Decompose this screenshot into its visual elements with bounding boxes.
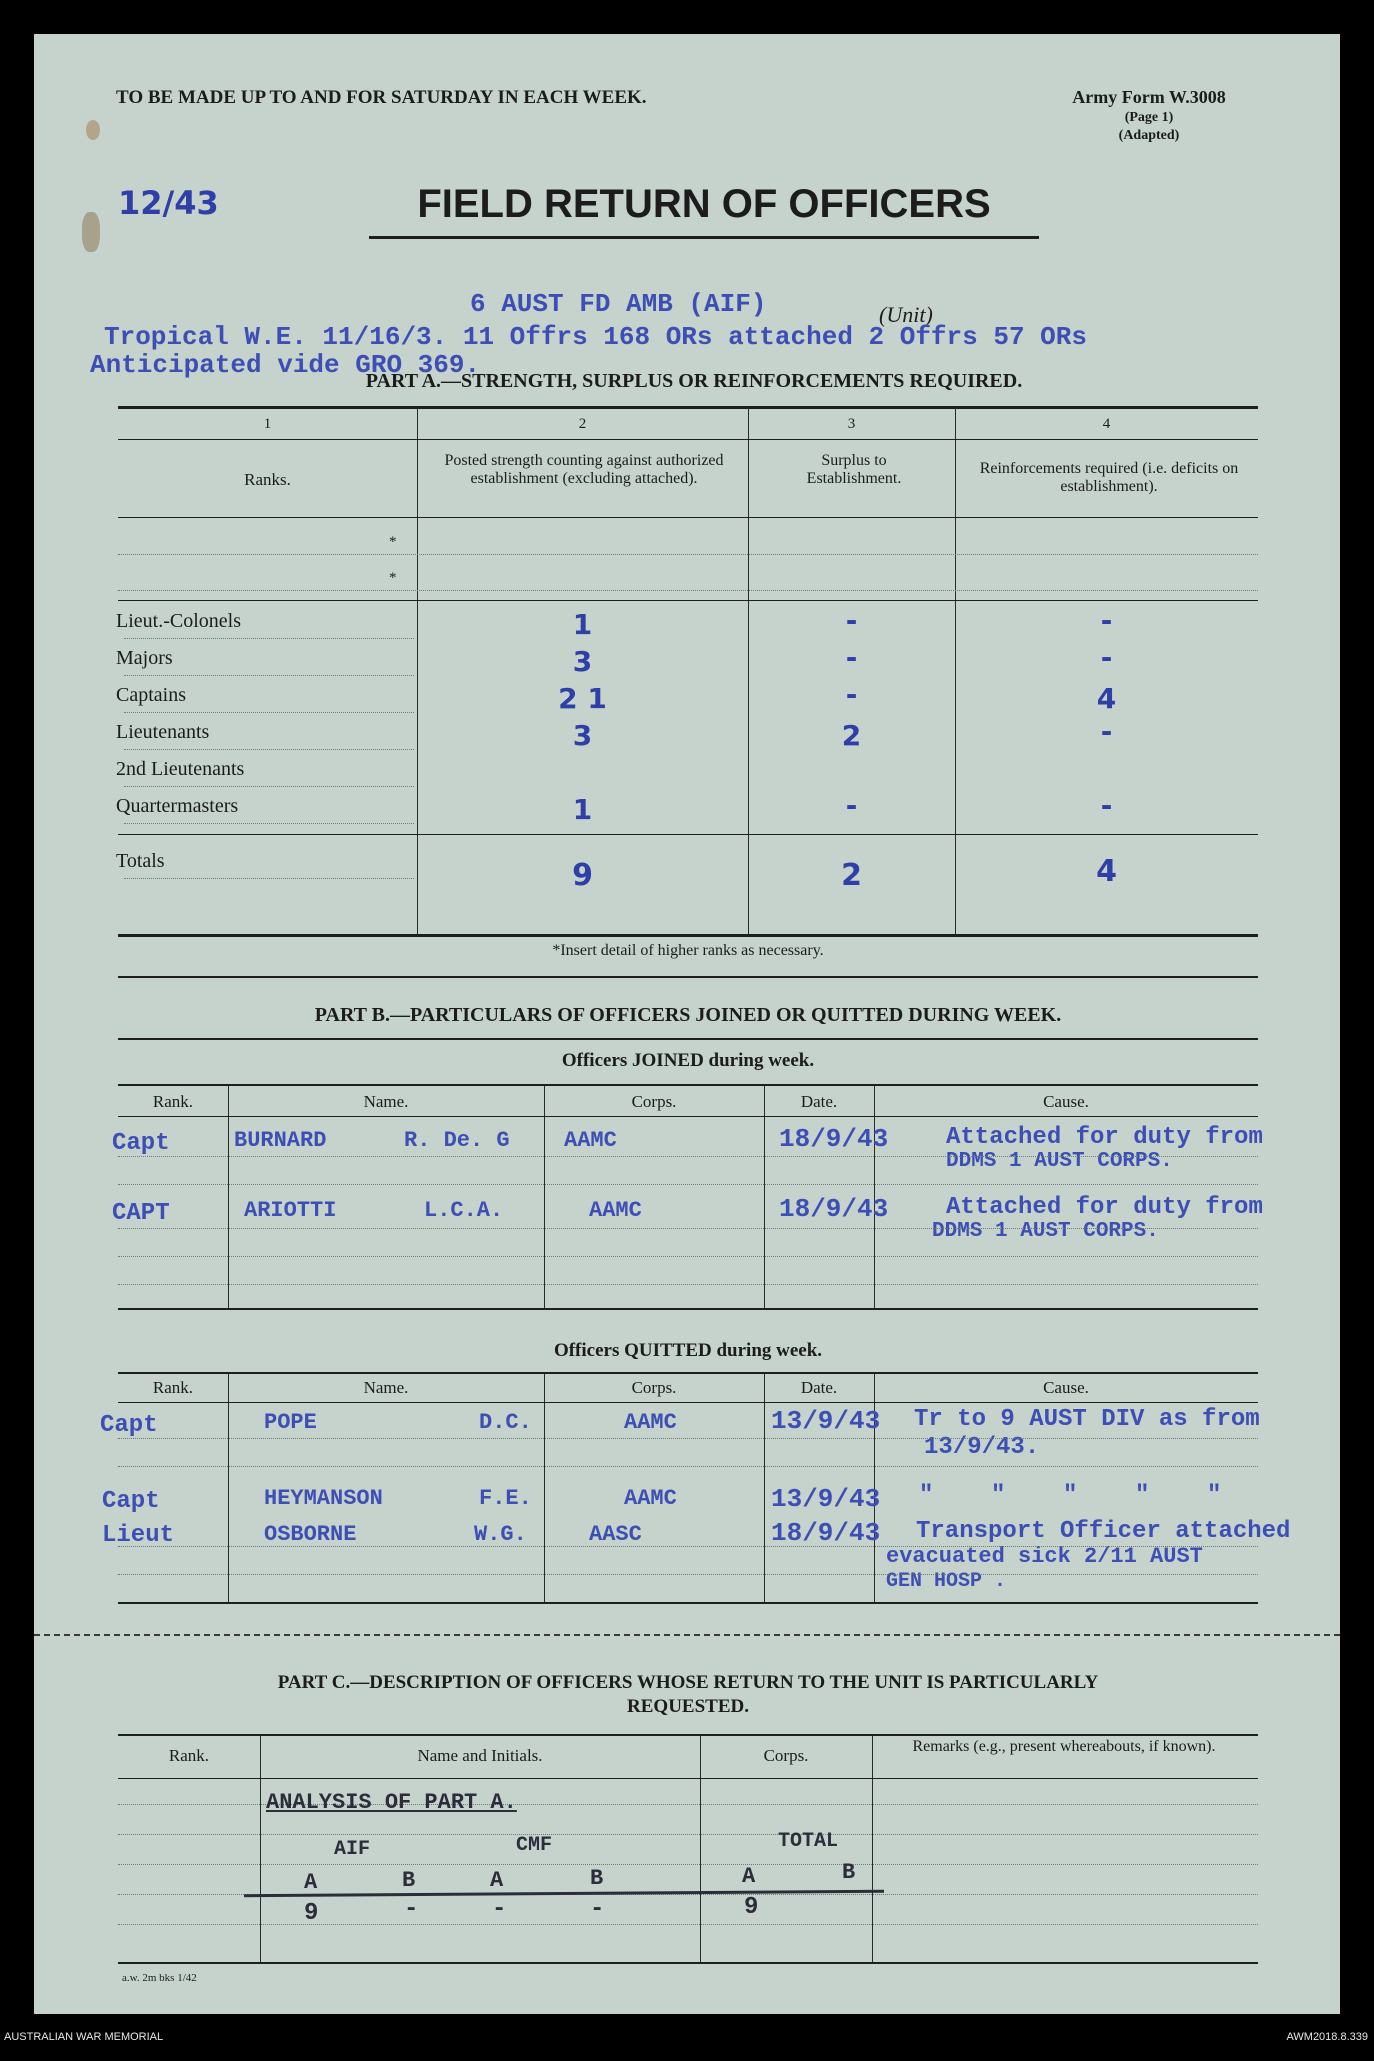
quitted-header-rule	[118, 1402, 1258, 1403]
entry-cause-line1: Attached for duty from	[946, 1124, 1263, 1151]
ruled-line	[118, 1256, 1258, 1257]
joined-title: Officers JOINED during week.	[561, 1050, 815, 1071]
analysis-title: ANALYSIS OF PART A.	[266, 1790, 517, 1815]
ruled-line	[118, 1924, 1258, 1925]
part-c-rank-header: Rank.	[168, 1746, 210, 1765]
entry-cause-line3: GEN HOSP .	[886, 1570, 1007, 1593]
header-rule	[118, 517, 1258, 518]
part-c-col-divider	[872, 1736, 873, 1962]
surplus-value: -	[845, 678, 858, 711]
part-c-col-divider	[260, 1736, 261, 1962]
entry-date: 18/9/43	[779, 1194, 889, 1224]
part-c-col-divider	[700, 1736, 701, 1962]
analysis-letter-a: A	[742, 1864, 756, 1889]
posted-value: 3	[572, 645, 593, 678]
reinforcement-value: -	[1100, 604, 1113, 637]
entry-cause-line2: 13/9/43.	[924, 1434, 1040, 1461]
archive-reference: AWM2018.8.339	[1286, 2031, 1368, 2043]
col-number-2: 2	[578, 416, 587, 432]
posted-value: 1	[572, 608, 593, 641]
surplus-value: -	[845, 789, 858, 822]
quitted-title: Officers QUITTED during week.	[553, 1340, 823, 1361]
reinforcement-value: -	[1100, 789, 1113, 822]
rank-label: 2nd Lieutenants	[116, 758, 245, 780]
quitted-cause-header: Cause.	[1043, 1378, 1089, 1397]
rank-block-rule	[118, 600, 1258, 601]
star-mark: *	[389, 534, 397, 550]
archive-credit: AUSTRALIAN WAR MEMORIAL	[4, 2031, 164, 2043]
form-title: FIELD RETURN OF OFFICERS	[417, 182, 991, 226]
analysis-value: 9	[744, 1894, 759, 1921]
col-number-rule	[118, 439, 1258, 440]
entry-initials: L.C.A.	[424, 1198, 504, 1223]
analysis-letter-b: B	[590, 1866, 604, 1891]
entry-name: ARIOTTI	[244, 1198, 337, 1223]
form-adapted: (Adapted)	[1118, 128, 1180, 143]
analysis-value: -	[590, 1896, 605, 1923]
blank-row	[118, 554, 1258, 555]
part-c-top-rule	[118, 1734, 1258, 1736]
posted-value: 3	[572, 719, 593, 752]
ruled-line	[118, 1438, 1258, 1439]
rank-row	[34, 789, 1340, 829]
joined-bottom-rule	[118, 1308, 1258, 1310]
entry-name: POPE	[264, 1410, 317, 1435]
form-number: Army Form W.3008	[1072, 87, 1226, 107]
entry-initials: W.G.	[474, 1522, 527, 1547]
entry-cause-line1: Transport Officer attached	[916, 1518, 1291, 1545]
part-a-end-rule	[118, 976, 1258, 978]
leader-dots	[124, 823, 414, 824]
analysis-value: -	[492, 1896, 507, 1923]
posted-strength-header: Posted strength counting against authorized establishment (excluding attached).	[444, 452, 724, 487]
entry-corps: AAMC	[624, 1486, 677, 1511]
rank-row	[34, 756, 1340, 792]
leader-dots	[124, 786, 414, 787]
entry-rank: Capt	[102, 1488, 160, 1515]
joined-entry	[34, 1194, 1340, 1254]
entry-name: OSBORNE	[264, 1522, 357, 1547]
ruled-line	[118, 1834, 1258, 1835]
form-sheet	[34, 34, 1340, 2014]
form-page: (Page 1)	[1124, 110, 1174, 125]
reinforcement-value: -	[1100, 715, 1113, 748]
quitted-entry	[34, 1406, 1340, 1466]
ruled-line	[118, 1284, 1258, 1285]
leader-dots	[124, 712, 414, 713]
entry-cause-line2: DDMS 1 AUST CORPS.	[946, 1150, 1173, 1173]
reinforcement-total: 4	[1096, 854, 1117, 889]
entry-initials: F.E.	[479, 1486, 532, 1511]
col-number-3: 3	[847, 416, 856, 432]
joined-name-header: Name.	[363, 1092, 409, 1111]
quitted-top-rule	[118, 1372, 1258, 1374]
entry-cause-line2: DDMS 1 AUST CORPS.	[932, 1220, 1159, 1243]
analysis-value: 9	[304, 1900, 319, 1927]
rank-label: Quartermasters	[116, 795, 239, 817]
entry-initials: R. De. G	[404, 1128, 510, 1153]
entry-rank: Capt	[100, 1412, 158, 1439]
quitted-date-header: Date.	[800, 1378, 838, 1397]
leader-dots	[124, 675, 414, 676]
entry-corps: AAMC	[564, 1128, 617, 1153]
entry-corps: AASC	[589, 1522, 642, 1547]
quitted-corps-header: Corps.	[631, 1378, 677, 1397]
print-code: a.w. 2m bks 1/42	[122, 1972, 197, 1984]
entry-date: 18/9/43	[779, 1124, 889, 1154]
entry-rank: Lieut	[102, 1522, 175, 1549]
strength-line-2: Anticipated vide GRO 369.	[90, 350, 481, 380]
posted-total: 9	[572, 858, 593, 893]
reinforcements-header: Reinforcements required (i.e. deficits on establishment).	[979, 460, 1239, 495]
entry-cause-line1: Tr to 9 AUST DIV as from	[914, 1406, 1260, 1433]
part-c-remarks-header: Remarks (e.g., present whereabouts, if known).	[912, 1738, 1216, 1755]
joined-top-rule	[118, 1084, 1258, 1086]
entry-name: HEYMANSON	[264, 1486, 383, 1511]
leader-dots	[124, 638, 414, 639]
strength-line-1: Tropical W.E. 11/16/3. 11 Offrs 168 ORs attached 2 Offrs 57 ORs	[104, 322, 1087, 352]
joined-rank-header: Rank.	[152, 1092, 194, 1111]
quitted-bottom-rule	[118, 1602, 1258, 1604]
leader-dots	[124, 878, 414, 879]
entry-date: 18/9/43	[771, 1518, 881, 1548]
analysis-letter-b: B	[402, 1868, 416, 1893]
unit-label: (Unit)	[879, 302, 933, 327]
star-mark: *	[389, 570, 397, 586]
part-b-title: PART B.—PARTICULARS OF OFFICERS JOINED OR QUITTED DURING WEEK.	[314, 1004, 1062, 1026]
part-c-header-rule	[118, 1778, 1258, 1779]
part-a-footnote: *Insert detail of higher ranks as necessary.	[552, 942, 824, 959]
ruled-line	[118, 1466, 1258, 1467]
surplus-value: -	[845, 641, 858, 674]
surplus-value: 2	[841, 719, 862, 752]
part-a-bottom-rule	[118, 934, 1258, 937]
rank-label: Majors	[116, 647, 173, 669]
joined-cause-header: Cause.	[1043, 1092, 1089, 1111]
analysis-group-cmf: CMF	[516, 1834, 553, 1857]
entry-name: BURNARD	[234, 1128, 327, 1153]
totals-rule	[118, 834, 1258, 835]
instruction-line: TO BE MADE UP TO AND FOR SATURDAY IN EACH WEEK.	[116, 87, 647, 108]
joined-entry	[34, 1124, 1340, 1184]
ruled-line	[118, 1156, 1258, 1157]
blank-row	[118, 590, 1258, 591]
totals-label: Totals	[116, 850, 165, 872]
leader-dots	[124, 749, 414, 750]
entry-rank: CAPT	[112, 1200, 170, 1227]
part-c-bottom-rule	[118, 1962, 1258, 1964]
surplus-total: 2	[841, 858, 862, 893]
ruled-line	[118, 1228, 1258, 1229]
surplus-header: Surplus to Establishment.	[806, 452, 902, 487]
rank-row	[34, 715, 1340, 755]
joined-header-rule	[118, 1116, 1258, 1117]
rank-label: Lieutenants	[116, 721, 210, 743]
part-a-title: PART A.—STRENGTH, SURPLUS OR REINFORCEMENTS REQUIRED.	[365, 370, 1023, 392]
part-b-rule	[118, 1038, 1258, 1040]
quitted-entry	[34, 1518, 1340, 1602]
rank-row	[34, 678, 1340, 718]
entry-cause-line2: evacuated sick 2/11 AUST	[886, 1544, 1203, 1569]
quitted-name-header: Name.	[363, 1378, 409, 1397]
ruled-line	[118, 1184, 1258, 1185]
quitted-entry	[34, 1482, 1340, 1522]
part-c-title-line1: PART C.—DESCRIPTION OF OFFICERS WHOSE RETURN TO THE UNIT IS PARTICULARLY	[277, 1672, 1099, 1693]
rank-row	[34, 604, 1340, 644]
entry-cause-line1: Attached for duty from	[946, 1194, 1263, 1221]
analysis-group-total: TOTAL	[778, 1830, 839, 1853]
entry-corps: AAMC	[624, 1410, 677, 1435]
entry-date: 13/9/43	[771, 1484, 881, 1514]
entry-date: 13/9/43	[771, 1406, 881, 1436]
ruled-line	[118, 1864, 1258, 1865]
part-c-corps-header: Corps.	[763, 1746, 809, 1765]
totals-row	[34, 848, 1340, 898]
analysis-value: -	[404, 1896, 419, 1923]
serial-number: 12/43	[118, 184, 219, 222]
entry-cause-line1: " " " " "	[919, 1482, 1222, 1509]
entry-corps: AAMC	[589, 1198, 642, 1223]
rust-mark-top	[86, 120, 100, 140]
posted-value: 2 1	[558, 682, 607, 715]
rust-mark-bottom	[82, 212, 100, 252]
joined-date-header: Date.	[800, 1092, 838, 1111]
posted-value: 1	[572, 793, 593, 826]
part-c-title-line2: REQUESTED.	[627, 1696, 749, 1717]
ranks-header: Ranks.	[244, 470, 291, 489]
rank-label: Captains	[116, 684, 186, 706]
analysis-group-aif: AIF	[334, 1838, 371, 1861]
perforation-line	[34, 1634, 1340, 1636]
ruled-line	[118, 1546, 1258, 1547]
col-number-4: 4	[1102, 416, 1111, 432]
col-number-1: 1	[263, 416, 272, 432]
quitted-rank-header: Rank.	[152, 1378, 194, 1397]
unit-name: 6 AUST FD AMB (AIF)	[470, 289, 767, 319]
analysis-letter-a: A	[304, 1870, 318, 1895]
joined-corps-header: Corps.	[631, 1092, 677, 1111]
entry-rank: Capt	[112, 1130, 170, 1157]
entry-initials: D.C.	[479, 1410, 532, 1435]
reinforcement-value: -	[1100, 641, 1113, 674]
rank-row	[34, 641, 1340, 681]
surplus-value: -	[845, 604, 858, 637]
title-underline	[369, 236, 1039, 239]
part-c-name-header: Name and Initials.	[417, 1746, 543, 1765]
part-a-top-rule	[118, 406, 1258, 409]
analysis-letter-b: B	[842, 1860, 856, 1885]
analysis-letter-a: A	[490, 1868, 504, 1893]
ruled-line	[118, 1574, 1258, 1575]
rank-label: Lieut.-Colonels	[116, 610, 241, 632]
reinforcement-value: 4	[1096, 682, 1117, 715]
